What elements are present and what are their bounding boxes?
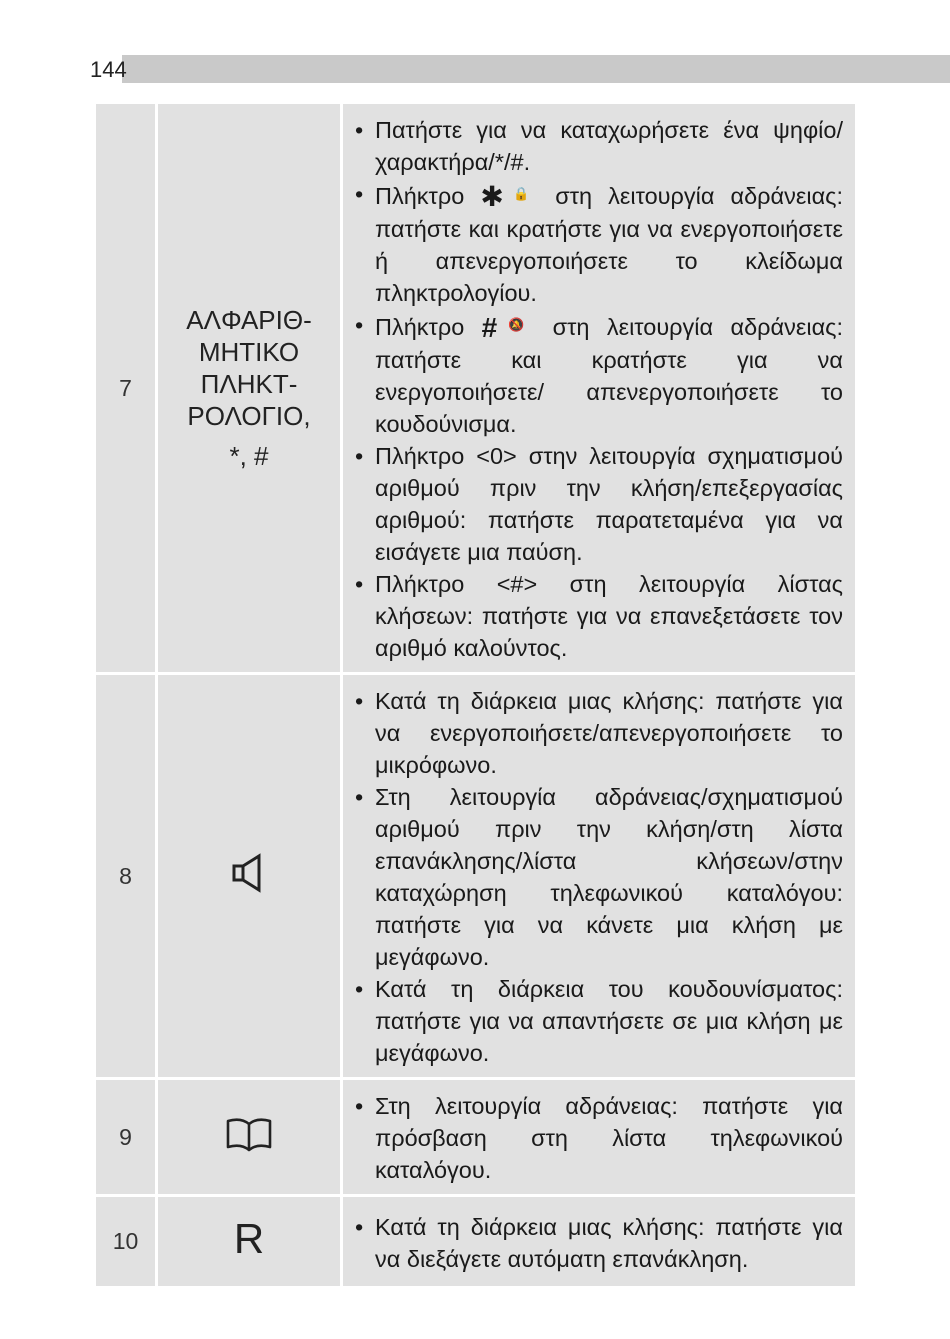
list-item-text: στη λειτουργία αδράνειας: πατήστε και κρατήστε για να ενεργοποιήσετε ή απενεργοποιήσετε το κλείδωμα πληκτρολογίου.	[375, 183, 844, 306]
star-key-icon: ✱	[480, 181, 504, 212]
speaker-icon	[231, 853, 267, 893]
table-row	[95, 103, 857, 674]
list-item	[353, 178, 843, 309]
list-item: • Κατά τη διάρκεια μιας κλήσης: πατήστε για να ενεργοποιήσετε/απενεργοποιήσετε το μικρόφωνο.	[353, 685, 843, 781]
list-item: • Στη λειτουργία αδράνειας: πατήστε για πρόσβαση στη λίστα τηλεφωνικού καταλόγου.	[353, 1090, 843, 1186]
key-description-table	[93, 101, 858, 1289]
key-label-line: *, #	[229, 441, 269, 471]
bell-off-icon: 🔕	[497, 317, 536, 332]
description-cell	[342, 1196, 857, 1288]
row-number: 10	[95, 1196, 157, 1288]
description-list	[353, 114, 843, 664]
list-item-text: στη λειτουργία αδράνειας: πατήστε και κρατήστε για να ενεργοποιήσετε/ απενεργοποιήσετε το κουδούνισμα.	[375, 314, 844, 437]
table-row	[95, 1079, 857, 1196]
list-item: • Πατήστε για να καταχωρήσετε ένα ψηφίο/ χαρακτήρα/*/#.	[353, 114, 843, 178]
key-label	[157, 1196, 342, 1288]
lock-icon: 🔒	[503, 186, 540, 201]
list-item: • Πλήκτρο <#> στη λειτουργία λίστας κλήσεων: πατήστε για να επανεξετάσετε τον αριθμό καλούντος.	[353, 568, 843, 664]
page-number: 144	[90, 57, 127, 82]
row-number: 7	[95, 103, 157, 674]
key-label	[157, 103, 342, 674]
list-item: • Πλήκτρο <0> στην λειτουργία σχηματισμού αριθμού πριν την κλήση/επεξεργασίας αριθμού: πατήστε παρατεταμένα για να εισάγετε μια παύση.	[353, 440, 843, 568]
key-label-line: ΑΛΦΑΡΙΘ-	[186, 305, 312, 335]
phonebook-icon	[225, 1116, 273, 1152]
table-row	[95, 674, 857, 1079]
description-cell	[342, 1079, 857, 1196]
row-number: 8	[95, 674, 157, 1079]
description-list	[353, 1090, 843, 1186]
key-label-line: ΜΗΤΙΚΟ	[198, 337, 300, 367]
key-label-line: ΡΟΛΟΓΙΟ,	[187, 401, 311, 431]
description-list	[353, 1211, 843, 1275]
key-label	[157, 674, 342, 1079]
header-bar	[122, 55, 950, 83]
list-item-text: Πλήκτρο	[375, 314, 465, 340]
row-number: 9	[95, 1079, 157, 1196]
description-list	[353, 685, 843, 1069]
recall-key-label: R	[233, 1215, 265, 1262]
list-item	[353, 309, 843, 440]
description-cell	[342, 674, 857, 1079]
list-item: • Στη λειτουργία αδράνειας/σχηματισμού αριθμού πριν την κλήση/στη λίστα επανάκλησης/λίστα κλήσεων/στην καταχώρηση τηλεφωνικού καταλόγου: πατήστε για να κάνετε μια κλήση με μεγάφωνο.	[353, 781, 843, 973]
table-row	[95, 1196, 857, 1288]
list-item: • Κατά τη διάρκεια μιας κλήσης: πατήστε για να διεξάγετε αυτόματη επανάκληση.	[353, 1211, 843, 1275]
hash-key-icon: #	[481, 312, 498, 343]
description-cell	[342, 103, 857, 674]
list-item: • Κατά τη διάρκεια του κουδουνίσματος: πατήστε για να απαντήσετε σε μια κλήση με μεγάφωνο.	[353, 973, 843, 1069]
key-label-line: ΠΛΗΚΤ-	[200, 369, 298, 399]
key-label	[157, 1079, 342, 1196]
list-item-text: Πλήκτρο	[375, 183, 465, 209]
